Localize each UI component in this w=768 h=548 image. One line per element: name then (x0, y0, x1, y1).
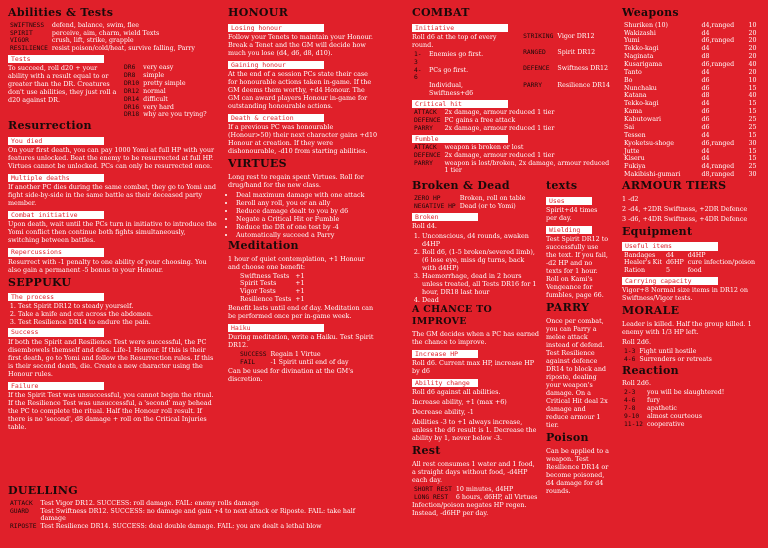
useful-label: Useful items (622, 242, 718, 250)
combat-title: COMBAT (412, 6, 470, 19)
crit-key: ATTACK (414, 109, 437, 117)
fumble-key: PARRY (414, 159, 433, 167)
haiku-text: During meditation, write a Haiku. Test Spirit DR12. (228, 333, 374, 350)
weapon-name: Makibishi-gumari (624, 171, 681, 179)
abilities-table (8, 22, 197, 53)
fumble-val: 2x damage, armour reduced 1 tier (444, 151, 555, 159)
weapon-damage: d6 (701, 108, 710, 116)
reaction-key: 4-6 (624, 397, 636, 405)
morale-roll: Roll 2d6. (622, 338, 652, 347)
dr-desc: why are you trying? (143, 111, 207, 119)
meditation-title: Meditation (228, 238, 299, 252)
weapon-damage: d4 (701, 147, 710, 155)
fumble-key: ATTACK (414, 143, 437, 151)
armour-title: ARMOUR TIERS (622, 178, 727, 192)
benefit-key: Swiftness Tests (240, 272, 290, 280)
haiku-key: FAIL (240, 359, 256, 367)
weapon-name: Katana (624, 92, 647, 100)
weapon-cost: 20 (748, 68, 757, 76)
duel-desc: Test Vigor DR12. SUCCESS: roll damage. FAIL: enemy rolls damage (40, 499, 259, 507)
rest-val: 10 minutes, d4HP (455, 485, 514, 493)
weapon-damage: d4,ranged (701, 21, 735, 29)
res-text-0: On your first death, you can pay 1000 Yomi at full HP with your features unlocked. Beat the enemy to be resurrected at full HP. Virtues cannot be unlocked. PCs can only be resurrected once. (8, 146, 215, 171)
uses-label: Uses (546, 197, 592, 205)
seppuku-step: 2. Take a knife and cut across the abdomen. (18, 310, 218, 318)
ab-text: Roll d6 against all abilities. (412, 387, 501, 396)
item-cost: d6HP (665, 259, 684, 267)
init-table (412, 51, 508, 98)
attack-key: PARRY (523, 81, 543, 89)
attack-key: STRIKING (523, 32, 554, 40)
weapon-damage: d4 (701, 100, 710, 108)
weapon-damage: d6 (701, 84, 710, 92)
morale-text: Leader is killed. Half the group killed. 1 enemy with 1/3 HP left. (622, 320, 752, 337)
weapon-damage: d8 (701, 53, 710, 61)
seppuku-step: 3. Test Resilience DR14 to endure the pain. (18, 318, 218, 326)
weapon-name: Yumi (624, 37, 640, 45)
haiku-table (238, 351, 351, 367)
init-val: Individual, Swiftness+d6 (429, 82, 474, 98)
weapon-name: Nunchaku (624, 84, 657, 92)
ability-desc: crush, lift, strike, grapple (51, 37, 134, 45)
carry-text: Vigor+8 Normal size items in DR12 on Swiftness/Vigor tests. (622, 286, 748, 303)
ability-desc: perceive, aim, charm, wield Texts (51, 29, 160, 37)
haiku-key: SUCCESS (240, 351, 267, 359)
weapon-name: Tanto (624, 68, 642, 76)
initiative-text: Roll d6 at the top of every round. (412, 32, 497, 49)
useful-table (622, 252, 757, 276)
item-cost: d4 (665, 251, 674, 259)
attack-table (521, 33, 612, 98)
morale-val: Surrenders or retreats (639, 355, 712, 363)
weapon-damage: d4 (701, 45, 710, 53)
weapon-name: Jutte (624, 147, 640, 155)
dr-desc: difficult (143, 95, 168, 103)
weapon-cost: 30 (748, 139, 757, 147)
weapon-name: Kiseru (624, 155, 645, 163)
weapon-cost: 25 (748, 123, 757, 131)
fumble-val: weapon is broken or lost (444, 143, 524, 151)
parry-title: PARRY (546, 301, 590, 315)
res-label-3: Repercussions (8, 248, 104, 256)
reaction-key: 2-3 (624, 389, 636, 397)
weapon-cost: 20 (748, 53, 757, 61)
weapon-cost: 15 (748, 131, 757, 139)
crit-key: DEFENCE (414, 117, 441, 125)
benefit-val: +1 (295, 272, 305, 280)
armour-row: 2 -d4, +2DR Swiftness, +2DR Defence (622, 204, 748, 213)
weapon-damage: d6 (701, 123, 710, 131)
weapon-name: Kyoketsu-shoge (624, 139, 674, 147)
reaction-val: you will be slaughtered! (646, 389, 725, 397)
wielding-text: Test Spirit DR12 to successfully use the text. If you fail, -d2 HP and no texts for 1 hour. Roll on Kami's Vengeance for fumbles, page 66. (546, 235, 609, 300)
broken-label: Broken (412, 213, 478, 221)
res-text-3: Resurrect with -1 penalty to one ability of your choosing. You also gain a permanent -5 bonus to your Honour. (8, 257, 207, 274)
column-3 (412, 6, 612, 519)
virtue-item: • Reduce the DR of one test by -4 (236, 223, 378, 231)
honour-title: HONOUR (228, 6, 289, 19)
weapon-damage: d6,ranged (701, 37, 735, 45)
weapon-name: Wakizashi (624, 29, 656, 37)
texts-title: texts (546, 179, 578, 193)
weapon-cost: 25 (748, 163, 757, 171)
fumble-key: DEFENCE (414, 151, 441, 159)
seppuku-success-label: Success (8, 328, 104, 336)
seppuku-failure-label: Failure (8, 382, 104, 390)
weapon-damage: d4 (701, 155, 710, 163)
wielding-label: Wielding (546, 226, 592, 234)
losing-text: Follow your Tenets to maintain your Honour. Break a Tenet and the GM will decide how much you lose (d4, d6, d8, d10). (228, 32, 373, 57)
init-key: 1-3 (414, 50, 422, 66)
ability-desc: resist poison/cold/heat, survive falling, Parry (51, 45, 195, 53)
item-name: Ration (624, 267, 646, 275)
attack-val: Spirit DR12 (557, 49, 596, 57)
broken-step: 2. Roll d6, (1-5 broken/severed limb), (6 lose eye, miss dg turns, back with d4HP) (422, 248, 540, 272)
broken-step: 1. Unconscious, d4 rounds, awaken d4HP (422, 232, 540, 248)
weapon-cost: 20 (748, 37, 757, 45)
duel-key: RIPOSTE (10, 523, 37, 531)
benefit-val: +1 (295, 296, 305, 304)
ability-key: VIGOR (10, 37, 29, 45)
tests-label: Tests (8, 55, 104, 63)
broken-key: ZERO HP (414, 195, 441, 203)
tests-text: To succeed, roll d20 + your ability with a result equal to or greater than the DR. Creatures don't use abilities, they just roll a d20 against DR. (8, 64, 117, 105)
dr-table (122, 64, 209, 119)
haiku-val: -1 Spirit until end of day (270, 359, 349, 367)
weapon-damage: d6,ranged (701, 61, 735, 69)
reaction-val: fury (646, 397, 660, 405)
carry-label: Carrying capacity (622, 277, 718, 285)
benefit-key: Spirit Tests (240, 280, 277, 288)
dr-key: DR16 (124, 103, 140, 111)
weapon-name: Fukiya (624, 163, 646, 171)
uses-text: Spirit+d4 times per day. (546, 206, 598, 223)
weapon-damage: d6 (701, 76, 710, 84)
dr-desc: simple (143, 72, 165, 80)
item-effect: d4HP (687, 251, 706, 259)
weapon-name: Shuriken (10) (624, 21, 668, 29)
item-effect: cure infection/poison (687, 259, 756, 267)
weapon-cost: 15 (748, 108, 757, 116)
weapon-cost: 20 (748, 29, 757, 37)
ability-key: SWIFTNESS (10, 21, 45, 29)
init-key: 4-6 (414, 66, 422, 82)
armour-row: 1 -d2 (622, 194, 639, 203)
death-text: If a previous PC was honourable (Honour>50) their next character gains +d10 Honour at creation. If they were dishonourable, -d10 from starting abilities. (228, 123, 378, 156)
weapon-cost: 30 (748, 171, 757, 179)
weapon-damage: d4 (701, 68, 710, 76)
weapon-cost: 10 (748, 21, 757, 29)
reaction-val: apathetic (646, 405, 677, 413)
weapon-damage: d4,ranged (701, 163, 735, 171)
weapon-cost: 40 (748, 92, 757, 100)
item-effect: food (687, 267, 702, 275)
weapon-cost: 15 (748, 100, 757, 108)
res-label-0: You died (8, 137, 104, 145)
rest-key: SHORT REST (414, 485, 452, 493)
meditation-table (238, 273, 307, 304)
haiku-val: Regain 1 Virtue (270, 351, 321, 359)
item-name: Bandages (624, 251, 656, 259)
crit-val: PC gains a free attack (444, 117, 516, 125)
attack-key: RANGED (523, 49, 546, 57)
attack-val: Resilience DR14 (557, 81, 610, 89)
weapon-name: Kabutowari (624, 116, 662, 124)
virtues-title: VIRTUES (228, 157, 287, 171)
reaction-roll: Roll 2d6. (622, 379, 652, 388)
item-name: Healer's Kit (624, 259, 662, 267)
weapon-damage: d4 (701, 29, 710, 37)
reaction-val: almost courteous (646, 413, 702, 421)
fumble-table (412, 144, 612, 175)
chance-title: A CHANCE TO IMPROVE (412, 303, 493, 327)
morale-table (622, 348, 714, 364)
morale-key: 4-6 (624, 355, 636, 363)
broken-step: 3. Haemorrhage, dead in 2 hours unless treated, all Tests DR16 for 1 hour, DR18 last hour (422, 272, 540, 296)
dr-desc: pretty simple (143, 80, 186, 88)
dr-key: DR14 (124, 95, 140, 103)
ab-outro: Abilities -3 to +1 always increase, unless the d6 result is 1. Decrease the ability by 1, never below -3. (412, 417, 537, 442)
res-text-2: Upon death, wait until the PCs turn in initiative to introduce the Yomi conflict then continue both fights simultaneously, switching between battles. (8, 220, 217, 245)
weapon-cost: 10 (748, 76, 757, 84)
dr-key: DR6 (124, 64, 136, 72)
reaction-key: 9-10 (624, 413, 640, 421)
virtue-item: • Reduce damage dealt to you by d6 (236, 207, 378, 215)
weapon-damage: d8,ranged (701, 171, 735, 179)
weapon-cost: 25 (748, 116, 757, 124)
broken-key: NEGATIVE HP (414, 202, 456, 210)
benefit-key: Resilience Tests (240, 296, 292, 304)
seppuku-title: SEPPUKU (8, 275, 72, 289)
dr-desc: very hard (143, 103, 174, 111)
duel-key: ATTACK (10, 499, 33, 507)
init-val: Enemies go first. (429, 50, 484, 58)
resurrection-title: Resurrection (8, 119, 92, 133)
reaction-title: Reaction (622, 363, 679, 377)
initiative-label: Initiative (412, 24, 508, 32)
gaining-text: At the end of a session PCs state their case for honourable actions taken in-game. If the GM deems them worthy, +d4 Honour. The GM can award players Honour in-game for outstanding honourable actions. (228, 70, 372, 110)
attack-val: Swiftness DR12 (557, 65, 609, 73)
virtue-item: • Deal maximum damage with one attack (236, 191, 378, 199)
virtues-intro: Long rest to regain spent Virtues. Roll for drug/hand for the new class. (228, 172, 364, 189)
weapon-cost: 40 (748, 61, 757, 69)
res-text-1: If another PC dies during the same combat, they go to Yomi and fight side-by-side in the same battle as their deceased party member. (8, 183, 216, 208)
column-4 (622, 6, 762, 429)
weapon-name: Sai (624, 123, 635, 131)
fumble-label: Fumble (412, 135, 508, 143)
death-label: Death & creation (228, 114, 324, 122)
losing-label: Losing honour (228, 24, 324, 32)
reaction-key: 7-8 (624, 405, 636, 413)
meditation-outro: Benefit lasts until end of day. Meditation can be performed once per in-game week. (228, 304, 374, 321)
res-label-2: Combat initiative (8, 211, 104, 219)
reaction-key: 11-12 (624, 420, 643, 428)
broken-table (412, 195, 527, 211)
duel-key: GUARD (10, 507, 29, 515)
virtues-list (228, 191, 378, 239)
abilities-title: Abilities & Tests (8, 6, 114, 19)
dr-desc: normal (143, 87, 166, 95)
haiku-outro: Can be used for divination at the GM's discretion. (228, 366, 354, 383)
attack-val: Vigor DR12 (557, 32, 595, 40)
rest-outro: Infection/poison negates HP regen. Instead, -d6HP per day. (412, 501, 527, 518)
weapon-cost: 20 (748, 45, 757, 53)
crit-table (412, 109, 556, 133)
benefit-key: Vigor Tests (240, 288, 276, 296)
rest-val: 6 hours, d6HP, all Virtues (455, 493, 538, 501)
dr-desc: very easy (143, 64, 174, 72)
dr-key: DR10 (124, 80, 140, 88)
rest-intro: All rest consumes 1 water and 1 food, a straight days without food, -d4HP each day. (412, 459, 535, 484)
morale-key: 1-3 (624, 348, 636, 356)
hp-label: Increase HP (412, 350, 478, 358)
seppuku-step: 1. Test Spirit DR12 to steady yourself. (18, 302, 218, 310)
ab-label: Ability change (412, 379, 478, 387)
weapon-name: Kusarigama (624, 61, 663, 69)
parry-text: Once per combat, you can Parry a melee attack instead of defend. Test Resilience against defence DR14 to block and riposte, dealing your weapon's damage. On a Critical Hit deal 2x damage and reduce armour 1 tier. (546, 317, 608, 430)
column-1 (8, 6, 218, 433)
res-label-1: Multiple deaths (8, 174, 104, 182)
init-val: PCs go first. (429, 66, 469, 74)
crit-val: 2x damage, armour reduced 1 tier (444, 124, 555, 132)
virtue-item: • Reroll any roll, you or an ally (236, 199, 378, 207)
weapon-name: Kama (624, 108, 643, 116)
seppuku-success-text: If both the Spirit and Resilience Test were successful, the PC disembowels themself and dies. Life-1 Honour. If this is their first death, go to Yomi and follow the Resurrection rules. If this is their second death, die. Create a new character using the Honour rules. (8, 337, 214, 378)
ab-row: Increase ability, +1 (max +6) (412, 397, 507, 406)
duel-desc: Test Swiftness DR12. SUCCESS: no damage and gain +4 to next attack or Riposte. FAIL: take half damage (40, 507, 356, 523)
reaction-table (622, 389, 726, 428)
crit-key: PARRY (414, 124, 433, 132)
fumble-val: weapon is lost/broken, 2x damage, armour reduced 1 tier (444, 159, 610, 175)
armour-row: 3 -d6, +4DR Swiftness, +4DR Defence (622, 214, 748, 223)
chance-intro: The GM decides when a PC has earned the chance to improve. (412, 329, 540, 346)
benefit-val: +1 (295, 280, 305, 288)
weapon-name: Tessen (624, 131, 646, 139)
weapon-name: Bo (624, 76, 633, 84)
dr-key: DR8 (124, 72, 136, 80)
weapon-damage: d8 (701, 92, 710, 100)
duelling-table (8, 500, 378, 531)
seppuku-failure-text: If the Spirit Test was unsuccessful, you cannot begin the ritual. If the Resilience Test was unsuccessful, a 'second' may behead the PC to complete the ritual. Half the Honour roll result. If there is no 'second', d8 damage + roll on the Critical Injuries table. (8, 390, 214, 431)
weapon-cost: 15 (748, 147, 757, 155)
duel-desc: Test Resilience DR14. SUCCESS: deal double damage. FAIL: you are dealt a lethal blow (40, 523, 322, 531)
broken-val: Broken, roll on table (459, 195, 526, 203)
weapon-name: Tekko-kagi (624, 45, 659, 53)
meditation-intro: 1 hour of quiet contemplation, +1 Honour and choose one benefit: (228, 254, 365, 271)
weapon-cost: 15 (748, 84, 757, 92)
weapon-name: Naginata (624, 53, 654, 61)
seppuku-process-label: The process (8, 293, 104, 301)
rest-key: LONG REST (414, 493, 449, 501)
weapon-damage: d6,ranged (701, 139, 735, 147)
benefit-val: +1 (295, 288, 305, 296)
weapons-title: Weapons (622, 6, 679, 19)
attack-key: DEFENCE (523, 65, 550, 73)
gaining-label: Gaining honour (228, 61, 324, 69)
ability-key: SPIRIT (10, 29, 33, 37)
rest-title: Rest (412, 443, 441, 457)
weapon-damage: d6 (701, 116, 710, 124)
equipment-title: Equipment (622, 224, 693, 238)
morale-title: MORALE (622, 304, 680, 318)
dr-key: DR18 (124, 111, 140, 119)
weapon-damage: d4 (701, 131, 710, 139)
broken-title: Broken & Dead (412, 179, 510, 193)
haiku-label: Haiku (228, 324, 324, 332)
crit-label: Critical hit (412, 100, 508, 108)
broken-roll: Roll d4. (412, 221, 437, 230)
item-cost: 5 (665, 267, 670, 275)
broken-steps (412, 232, 540, 304)
poison-title: Poison (546, 431, 589, 445)
reaction-val: cooperative (646, 420, 685, 428)
virtue-item: • Automatically succeed a Parry (236, 231, 378, 239)
broken-step: 4. Dead (422, 296, 540, 304)
weapon-cost: 15 (748, 155, 757, 163)
morale-val: Fight until hostile (639, 348, 697, 356)
duelling-title: DUELLING (8, 484, 78, 497)
weapon-name: Tekko-kagi (624, 100, 659, 108)
virtue-item: • Negate a Critical Hit or Fumble (236, 215, 378, 223)
rest-table (412, 486, 539, 502)
broken-val: Dead (or to Yomi) (459, 202, 516, 210)
dr-key: DR12 (124, 87, 140, 95)
column-2 (228, 6, 378, 385)
duelling-section (8, 484, 378, 531)
ability-key: RESILIENCE (10, 45, 48, 53)
init-key (412, 82, 427, 98)
ab-row: Decrease ability, -1 (412, 407, 474, 416)
crit-val: 2x damage, armour reduced 1 tier (444, 109, 555, 117)
seppuku-steps (8, 302, 218, 326)
poison-text: Can be applied to a weapon. Test Resilience DR14 or become poisoned, d4 damage for d4 rounds. (546, 446, 609, 495)
weapons-table (622, 22, 762, 179)
hp-text: Roll d6. Current max HP, increase HP by d6 (412, 358, 535, 375)
ability-desc: defend, balance, swim, flee (51, 21, 139, 29)
